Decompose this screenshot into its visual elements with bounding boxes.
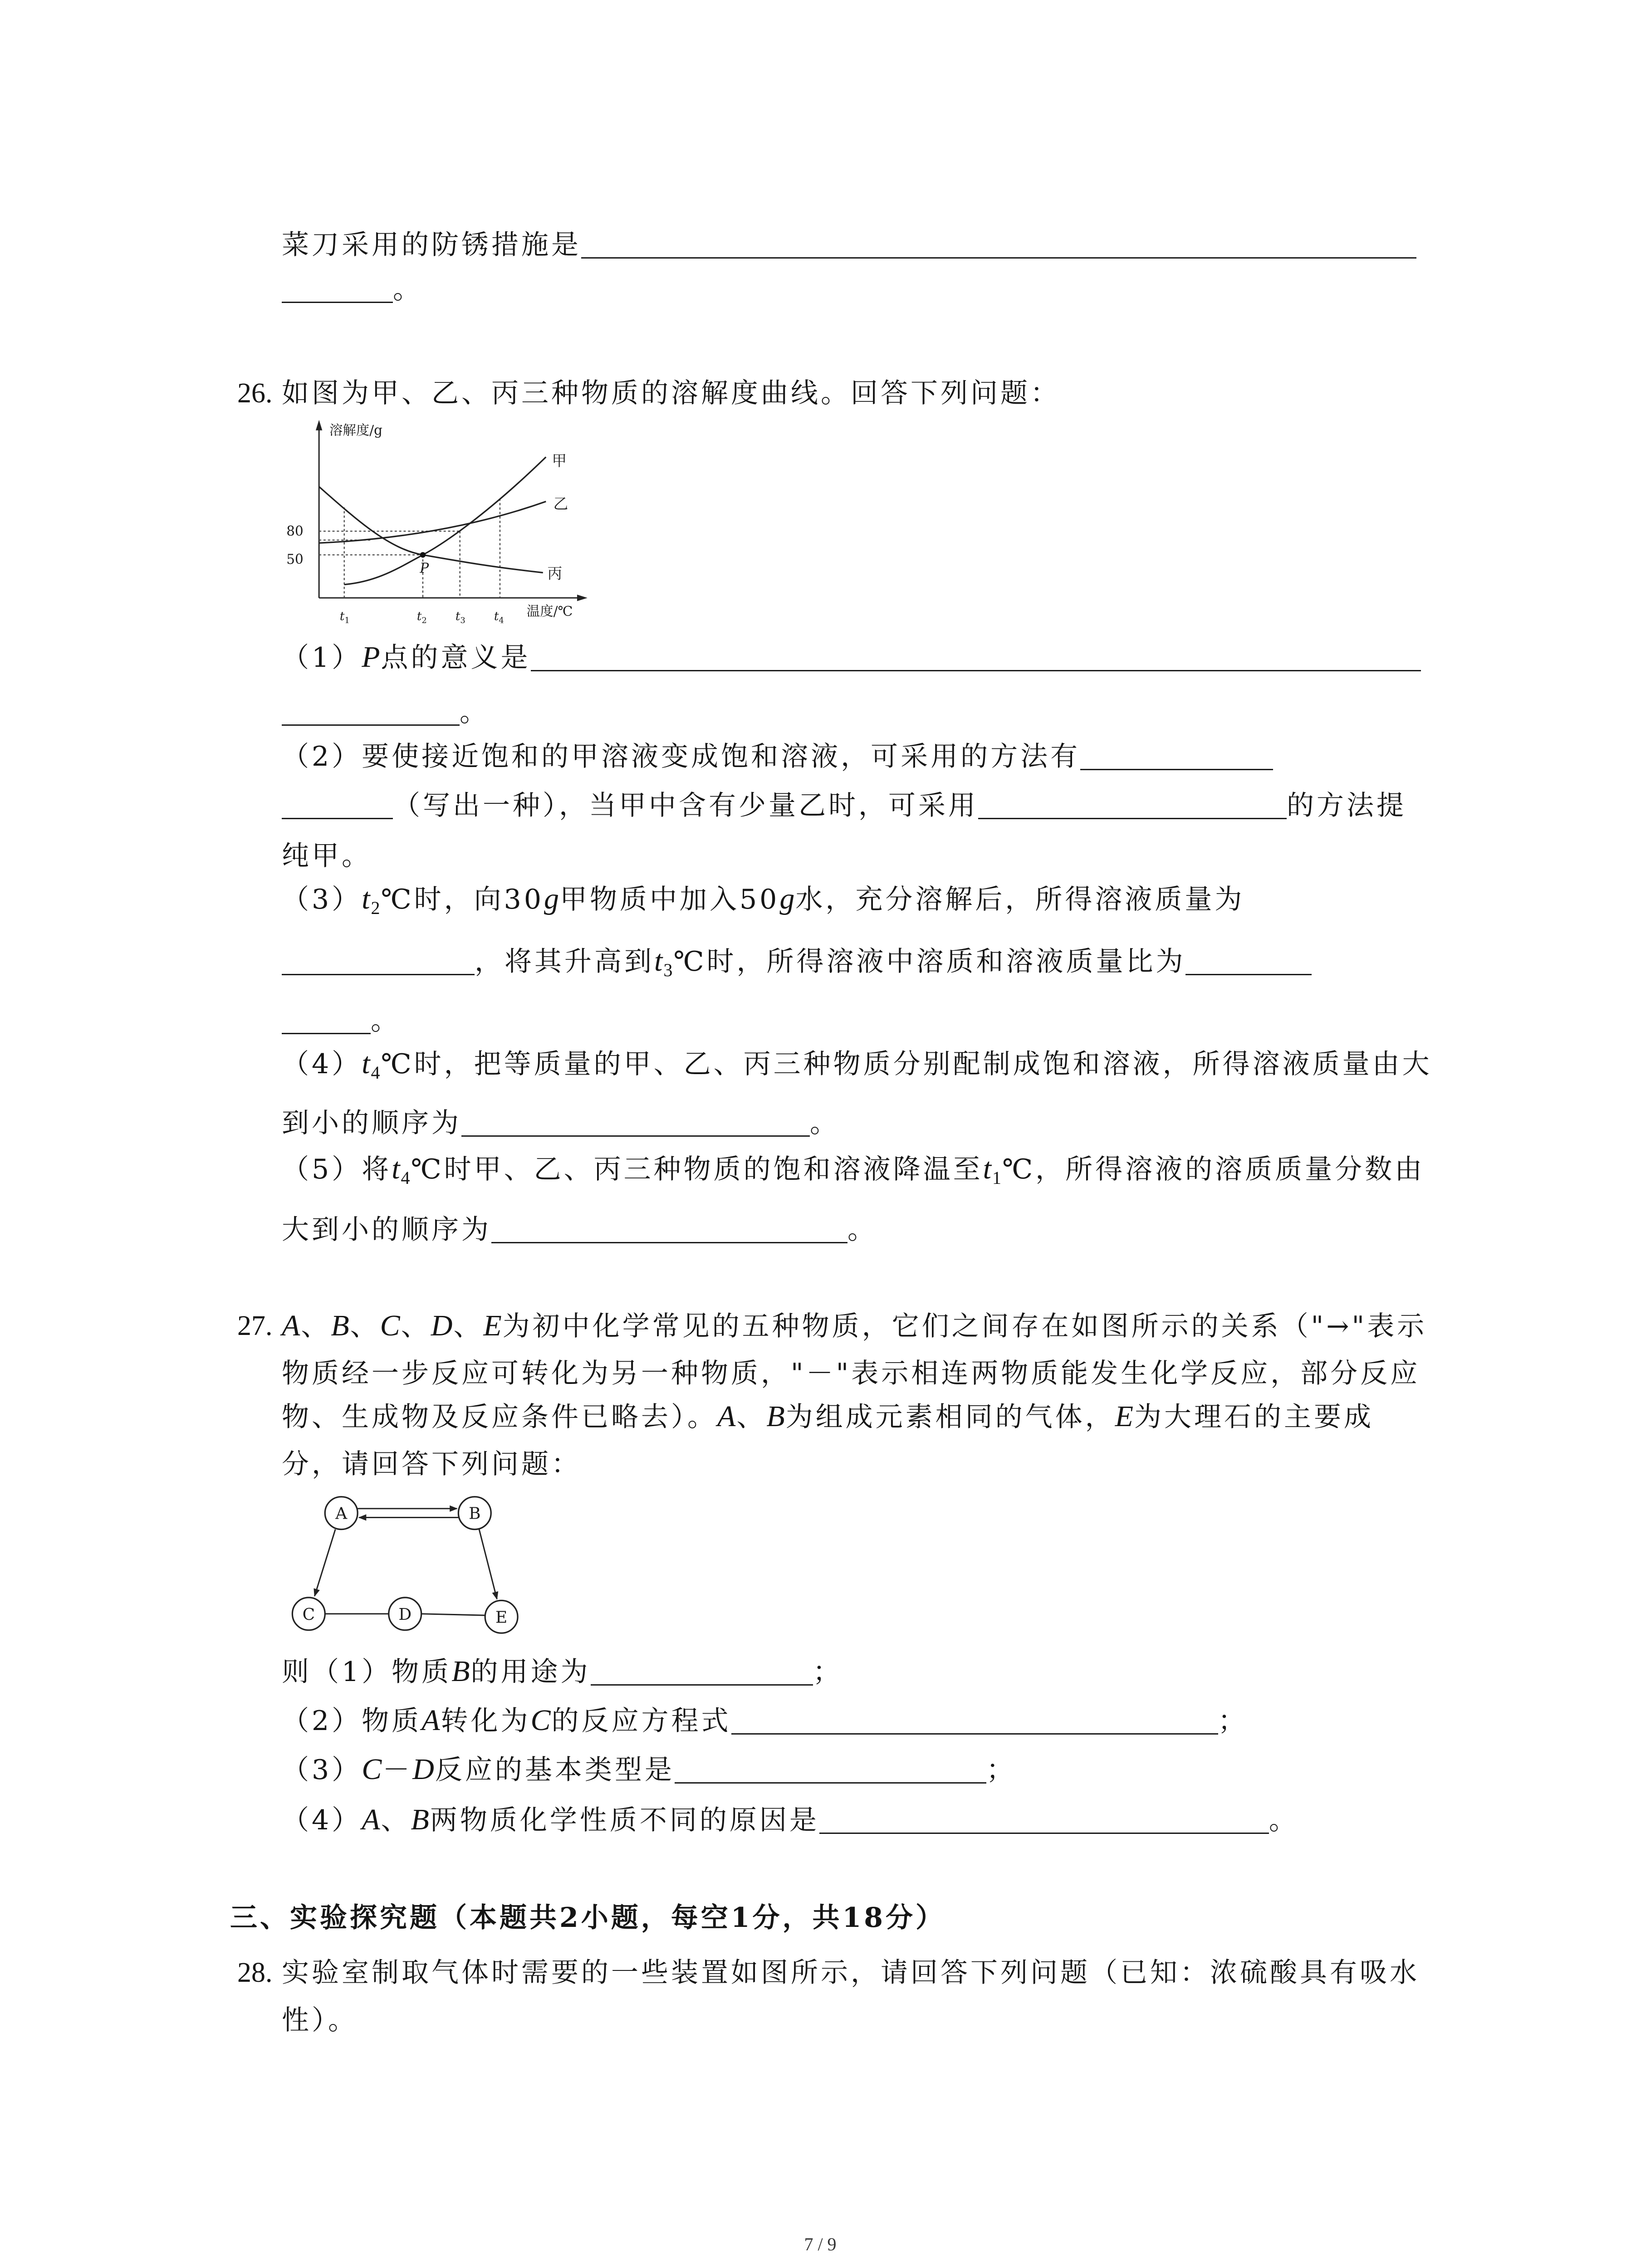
q26-part5-text-c: ℃，所得溶液的溶质质量分数由	[1002, 1154, 1425, 1185]
curve-bing	[319, 487, 543, 573]
var-a: A	[282, 1309, 301, 1342]
q26-number: 26.	[237, 378, 273, 409]
separator: 、	[350, 1310, 380, 1342]
var-d: D	[431, 1309, 454, 1342]
subscript: 3	[663, 960, 674, 980]
part-label: （4）	[282, 1048, 362, 1080]
q25-line-2	[282, 274, 423, 304]
answer-blank	[282, 706, 460, 726]
answer-blank	[1185, 956, 1312, 975]
q27-part4-end: 。	[1269, 1804, 1299, 1836]
answer-blank	[282, 956, 475, 975]
q28-stem-line-1: 实验室制取气体时需要的一些装置如图所示，请回答下列问题（已知：浓硫酸具有吸水	[282, 1957, 1420, 1989]
q26-part3-text-b: 甲物质中加入50	[560, 884, 780, 915]
q26-part2-text-2b: 的方法提	[1287, 790, 1406, 821]
q26-part3-end: 。	[371, 1005, 401, 1036]
q26-part5-line-2	[282, 1215, 877, 1245]
q27-part3	[282, 1755, 1016, 1785]
arrow-a-to-c	[314, 1530, 335, 1596]
node-e-label: E	[495, 1608, 508, 1627]
y-tick-50: 50	[286, 551, 304, 567]
q27-part3-text-c: 反应的基本类型是	[435, 1754, 675, 1786]
q27-part4-text-c: 两物质化学性质不同的原因是	[430, 1804, 819, 1836]
q27-part4-text-a: （4）	[282, 1804, 362, 1836]
answer-blank	[675, 1764, 986, 1784]
q27-part2	[282, 1706, 1248, 1736]
q27-stem-line-2: 物质经一步反应可转化为另一种物质，"－"表示相连两物质能发生化学反应，部分反应	[282, 1358, 1421, 1389]
curve-label-jia: 甲	[552, 452, 567, 470]
answer-blank	[731, 1715, 1218, 1735]
subscript: 4	[401, 1168, 411, 1188]
q26-part1-line-2	[282, 697, 490, 727]
separator: 、	[401, 1310, 431, 1342]
x-tick-sub: 3	[460, 616, 465, 626]
q27-part2-text-c: 的反应方程式	[551, 1705, 731, 1737]
subscript: 2	[371, 898, 381, 918]
q27-stem-text-3a: 物、生成物及反应条件已略去）。	[282, 1401, 717, 1433]
q27-part1-end: ；	[813, 1656, 843, 1688]
part-label: （3）	[282, 884, 362, 915]
var-c: C	[362, 1753, 383, 1786]
y-axis-label: 溶解度/g	[329, 422, 382, 438]
q26-part5-text-d: 大到小的顺序为	[282, 1214, 491, 1246]
var-b: B	[766, 1400, 786, 1433]
separator: 、	[736, 1401, 767, 1433]
q27-part3-text-a: （3）	[282, 1754, 362, 1786]
x-tick-base: t	[494, 610, 499, 624]
q26-part4-text-a: ℃时，把等质量的甲、乙、丙三种物质分别配制成饱和溶液，所得溶液质量由大	[381, 1048, 1432, 1080]
q26-part5-line-1	[282, 1154, 1425, 1193]
answer-blank	[282, 284, 393, 303]
var-e: E	[1115, 1400, 1134, 1433]
separator: 、	[453, 1310, 484, 1342]
answer-blank	[581, 239, 1416, 259]
x-tick-sub: 4	[499, 616, 504, 626]
var-b: B	[451, 1655, 471, 1688]
y-tick-80: 80	[286, 523, 304, 539]
q27-part1	[282, 1657, 843, 1687]
q27-stem-text-3b: 为组成元素相同的气体，	[785, 1401, 1115, 1433]
q27-part1-text-b: 的用途为	[470, 1656, 591, 1688]
point-p-label: P	[420, 560, 429, 576]
q26-part4-text-b: 到小的顺序为	[282, 1107, 461, 1139]
x-tick-base: t	[416, 610, 422, 624]
curve-label-bing: 丙	[547, 565, 563, 582]
q26-part3-text-e: ℃时，所得溶液中溶质和溶液质量比为	[673, 946, 1186, 978]
answer-blank	[591, 1666, 813, 1686]
var-b: B	[331, 1309, 350, 1342]
relation-diagram	[279, 1488, 534, 1642]
node-a-label: A	[335, 1504, 348, 1523]
answer-blank	[819, 1814, 1269, 1834]
separator: 、	[381, 1804, 411, 1836]
var-t: t	[362, 882, 371, 915]
q26-part5-text-b: ℃时甲、乙、丙三种物质的饱和溶液降温至	[411, 1154, 983, 1185]
node-d-label: D	[398, 1605, 412, 1624]
var-d: D	[412, 1753, 435, 1786]
x-axis-label: 温度/℃	[526, 603, 573, 619]
curve-yi	[319, 502, 546, 543]
x-tick-sub: 2	[421, 616, 427, 626]
q26-part4-line-1	[282, 1049, 1432, 1088]
x-tick-t4	[494, 610, 504, 626]
q26-part3-text-a: ℃时，向30	[381, 884, 544, 915]
q27-part3-end: ；	[986, 1754, 1016, 1786]
part-label: （1）	[282, 642, 362, 674]
var-p: P	[362, 640, 381, 674]
q26-stem: 如图为甲、乙、丙三种物质的溶解度曲线。回答下列问题：	[282, 377, 1060, 409]
q26-part2-text-2a: （写出一种），当甲中含有少量乙时，可采用	[393, 790, 978, 821]
answer-blank	[978, 800, 1287, 819]
q27-stem-text-3c: 为大理石的主要成	[1134, 1401, 1374, 1433]
page-number: 7 / 9	[804, 2234, 837, 2254]
x-tick-base: t	[455, 610, 460, 624]
var-t: t	[983, 1152, 992, 1185]
answer-blank	[461, 1117, 810, 1137]
answer-blank	[491, 1224, 847, 1243]
node-b-label: B	[469, 1504, 481, 1523]
subscript: 1	[992, 1168, 1002, 1188]
q26-part1-text: 点的意义是	[381, 642, 531, 674]
q27-stem-line-3	[282, 1402, 1374, 1432]
point-p	[420, 552, 426, 557]
var-c: C	[380, 1309, 401, 1342]
q27-stem-text-1: 为初中化学常见的五种物质，它们之间存在如图所示的关系（"→"表示	[502, 1310, 1427, 1342]
x-tick-t2	[417, 610, 427, 626]
q26-part3-text-c: 水，充分溶解后，所得溶液质量为	[795, 884, 1245, 915]
q26-part3-line-3	[282, 1006, 401, 1036]
q27-stem-line-4: 分，请回答下列问题：	[282, 1448, 581, 1480]
var-a: A	[362, 1803, 381, 1836]
q27-part3-dash: －	[382, 1754, 413, 1786]
q26-part3-text-d: ，将其升高到	[475, 946, 654, 978]
x-tick-t1	[340, 610, 350, 626]
x-tick-base: t	[339, 610, 345, 624]
q25-prompt: 菜刀采用的防锈措施是	[282, 229, 581, 261]
var-t: t	[362, 1047, 371, 1080]
q27-part2-text-b: 转化为	[441, 1705, 531, 1737]
q27-part4	[282, 1805, 1299, 1835]
answer-blank	[1080, 751, 1273, 770]
q28-number: 28.	[237, 1957, 273, 1988]
q26-part5-text-a: （5）将	[282, 1154, 392, 1185]
var-c: C	[530, 1704, 552, 1737]
curve-label-yi: 乙	[553, 495, 568, 513]
x-tick-t3	[456, 610, 465, 626]
q27-part1-text-a: 则（1）物质	[282, 1656, 452, 1688]
q26-part3-line-1	[282, 884, 1244, 923]
var-b: B	[411, 1803, 430, 1836]
var-t: t	[392, 1152, 401, 1185]
subscript: 4	[371, 1062, 381, 1083]
q26-part2-line-1	[282, 742, 1273, 772]
section-heading: 三、实验探究题（本题共2小题，每空1分，共18分）	[230, 1902, 945, 1934]
q28-stem-line-2: 性）。	[282, 2004, 358, 2036]
separator: 、	[301, 1310, 331, 1342]
var-t: t	[654, 944, 664, 978]
curve-jia	[344, 457, 546, 585]
q27-part2-text-a: （2）物质	[282, 1705, 422, 1737]
q26-part1-end: 。	[460, 696, 490, 728]
node-c-label: C	[302, 1605, 315, 1624]
arrow-b-to-e	[479, 1530, 497, 1599]
q26-part3-line-2	[282, 946, 1312, 985]
x-tick-sub: 1	[344, 616, 350, 626]
var-a: A	[717, 1400, 737, 1433]
link-d-e	[421, 1614, 485, 1615]
answer-blank	[282, 1015, 371, 1034]
solubility-curve-figure	[274, 415, 593, 631]
q26-part5-end: 。	[847, 1214, 877, 1246]
q27-part2-end: ；	[1218, 1705, 1248, 1737]
q27-number: 27.	[237, 1310, 273, 1341]
var-g: g	[779, 882, 796, 915]
q26-part2-line-3: 纯甲。	[282, 840, 372, 872]
q25-line-1	[282, 230, 1416, 260]
q26-part4-end: 。	[810, 1107, 840, 1139]
y-axis-arrow	[316, 420, 322, 430]
var-g: g	[544, 882, 560, 915]
q26-part2-text-1: （2）要使接近饱和的甲溶液变成饱和溶液，可采用的方法有	[282, 741, 1081, 772]
var-e: E	[483, 1309, 503, 1342]
q26-part1-line-1	[282, 642, 1421, 673]
var-a: A	[421, 1704, 441, 1737]
q27-stem-line-1	[282, 1311, 1427, 1341]
answer-blank	[531, 652, 1421, 671]
q25-end: 。	[393, 274, 423, 305]
q26-part4-line-2	[282, 1108, 840, 1138]
q26-part2-line-2	[282, 791, 1406, 821]
answer-blank	[282, 800, 393, 819]
x-axis-arrow	[577, 595, 588, 601]
